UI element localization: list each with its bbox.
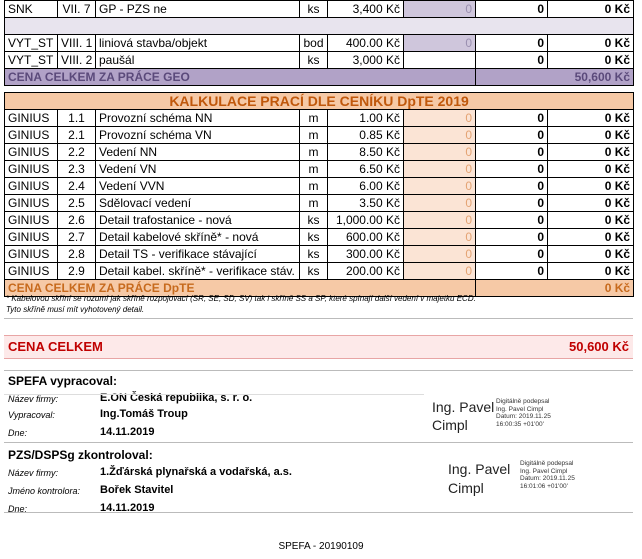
item-total: 0 Kč <box>548 110 634 127</box>
item-number: VII. 7 <box>58 1 96 18</box>
geo-sum-label: CENA CELKEM ZA PRÁCE GEO <box>5 69 476 86</box>
date-value: 14.11.2019 <box>100 426 155 438</box>
item-code: VYT_ST <box>5 52 58 69</box>
item-quantity[interactable]: 0 <box>404 110 476 127</box>
item-total: 0 Kč <box>548 1 634 18</box>
pzs-block <box>4 448 633 516</box>
item-total: 0 Kč <box>548 178 634 195</box>
item-total: 0 Kč <box>548 212 634 229</box>
item-description: GP - PZS ne <box>96 1 300 18</box>
table-row <box>5 229 634 246</box>
item-zero: 0 <box>476 127 548 144</box>
table-row <box>5 212 634 229</box>
item-quantity[interactable]: 0 <box>404 35 476 52</box>
item-unit: ks <box>300 52 328 69</box>
footnote-line-1: * Kabelovou skříní se rozumí jak skříně rozpojovací (SR, SE, SD, SV) tak i skříně SS a SP, které spínají další vedení v majetku ECD. <box>6 294 476 303</box>
separator-row <box>5 18 634 35</box>
dpte-table <box>4 92 634 297</box>
item-description: Vedení VVN <box>96 178 300 195</box>
item-code: GINIUS <box>5 110 58 127</box>
firm-label: Název firmy: <box>8 468 59 478</box>
item-code: GINIUS <box>5 229 58 246</box>
item-unit: bod <box>300 35 328 52</box>
item-total: 0 Kč <box>548 195 634 212</box>
item-number: 2.2 <box>58 144 96 161</box>
divider <box>4 394 424 395</box>
spefa-block <box>4 374 633 442</box>
geo-sum-row <box>5 69 634 86</box>
item-zero: 0 <box>476 110 548 127</box>
item-total: 0 Kč <box>548 144 634 161</box>
item-quantity[interactable]: 0 <box>404 263 476 280</box>
item-zero: 0 <box>476 52 548 69</box>
item-total: 0 Kč <box>548 246 634 263</box>
divider <box>4 442 633 443</box>
person-value: Ing.Tomáš Troup <box>100 408 188 420</box>
item-number: 2.5 <box>58 195 96 212</box>
item-quantity[interactable]: 0 <box>404 1 476 18</box>
grand-total-label: CENA CELKEM <box>8 339 103 354</box>
item-code: GINIUS <box>5 161 58 178</box>
item-total: 0 Kč <box>548 161 634 178</box>
item-zero: 0 <box>476 195 548 212</box>
item-zero: 0 <box>476 35 548 52</box>
item-total: 0 Kč <box>548 229 634 246</box>
item-description: Detail kabelové skříně* - nová <box>96 229 300 246</box>
table-row <box>5 144 634 161</box>
item-unit: ks <box>300 1 328 18</box>
item-price: 6.50 Kč <box>328 161 404 178</box>
geo-table <box>4 0 634 86</box>
item-quantity[interactable] <box>404 52 476 69</box>
signature-info: Digitálně podepsal Ing. Pavel Cimpl Datum: 2019.11.25 16:00:35 +01'00' <box>496 398 551 428</box>
item-unit: m <box>300 127 328 144</box>
item-quantity[interactable]: 0 <box>404 229 476 246</box>
item-number: 2.7 <box>58 229 96 246</box>
item-price: 3.50 Kč <box>328 195 404 212</box>
item-code: SNK <box>5 1 58 18</box>
signature-name-line-1: Ing. Pavel <box>432 399 495 415</box>
item-zero: 0 <box>476 212 548 229</box>
date-value: 14.11.2019 <box>100 502 155 514</box>
dpte-header: KALKULACE PRACÍ DLE CENÍKU DpTE 2019 <box>5 93 634 110</box>
item-code: VYT_ST <box>5 35 58 52</box>
item-price: 300.00 Kč <box>328 246 404 263</box>
item-number: 2.6 <box>58 212 96 229</box>
footnote-line-2: Tyto skříně musí mít vyhotovený detail. <box>6 305 145 314</box>
item-price: 200.00 Kč <box>328 263 404 280</box>
spefa-title: SPEFA vypracoval: <box>8 374 117 388</box>
item-unit: ks <box>300 229 328 246</box>
item-code: GINIUS <box>5 127 58 144</box>
item-zero: 0 <box>476 178 548 195</box>
table-row <box>5 246 634 263</box>
item-total: 0 Kč <box>548 35 634 52</box>
item-code: GINIUS <box>5 263 58 280</box>
item-price: 6.00 Kč <box>328 178 404 195</box>
item-number: 2.9 <box>58 263 96 280</box>
item-total: 0 Kč <box>548 52 634 69</box>
table-row <box>5 263 634 280</box>
item-number: VIII. 2 <box>58 52 96 69</box>
item-zero: 0 <box>476 246 548 263</box>
item-number: 1.1 <box>58 110 96 127</box>
item-quantity[interactable]: 0 <box>404 246 476 263</box>
dpte-sum-label: CENA CELKEM ZA PRÁCE DpTE <box>5 280 476 297</box>
grand-total-bar <box>4 335 633 359</box>
item-zero: 0 <box>476 263 548 280</box>
geo-sum-value: 50,600 Kč <box>476 69 634 86</box>
person-label: Vypracoval: <box>8 410 55 420</box>
item-zero: 0 <box>476 229 548 246</box>
item-price: 8.50 Kč <box>328 144 404 161</box>
item-price: 400.00 Kč <box>328 35 404 52</box>
firm-label: Název firmy: <box>8 394 59 404</box>
item-zero: 0 <box>476 1 548 18</box>
item-price: 1,000.00 Kč <box>328 212 404 229</box>
table-row <box>5 1 634 18</box>
signature-info: Digitálně podepsal Ing. Pavel Cimpl Datum: 2019.11.25 16:01:06 +01'00' <box>520 460 575 490</box>
item-description: Vedení VN <box>96 161 300 178</box>
item-quantity[interactable]: 0 <box>404 212 476 229</box>
item-unit: ks <box>300 212 328 229</box>
item-number: 2.4 <box>58 178 96 195</box>
item-unit: m <box>300 144 328 161</box>
item-code: GINIUS <box>5 144 58 161</box>
item-quantity[interactable]: 0 <box>404 144 476 161</box>
table-row <box>5 178 634 195</box>
item-price: 1.00 Kč <box>328 110 404 127</box>
item-zero: 0 <box>476 161 548 178</box>
dpte-header-row <box>5 93 634 110</box>
item-unit: m <box>300 195 328 212</box>
item-price: 3,000 Kč <box>328 52 404 69</box>
item-code: GINIUS <box>5 195 58 212</box>
signature-name-line-2: Cimpl <box>448 480 484 496</box>
item-quantity[interactable]: 0 <box>404 195 476 212</box>
item-number: VIII. 1 <box>58 35 96 52</box>
table-row <box>5 161 634 178</box>
item-description: Detail TS - verifikace stávající <box>96 246 300 263</box>
signature-name-line-2: Cimpl <box>432 417 468 433</box>
item-unit: ks <box>300 246 328 263</box>
item-unit: m <box>300 110 328 127</box>
item-number: 2.1 <box>58 127 96 144</box>
item-total: 0 Kč <box>548 263 634 280</box>
item-code: GINIUS <box>5 246 58 263</box>
table-row <box>5 110 634 127</box>
table-row <box>5 127 634 144</box>
firm-value: E.ON Česká republika, s. r. o. <box>100 392 253 404</box>
item-description: paušál <box>96 52 300 69</box>
date-label: Dne: <box>8 504 28 514</box>
item-price: 0.85 Kč <box>328 127 404 144</box>
item-quantity[interactable]: 0 <box>404 127 476 144</box>
item-code: GINIUS <box>5 212 58 229</box>
divider <box>4 512 633 513</box>
table-row <box>5 195 634 212</box>
table-row <box>5 35 634 52</box>
item-unit: m <box>300 161 328 178</box>
item-description: Sdělovací vedení <box>96 195 300 212</box>
item-number: 2.8 <box>58 246 96 263</box>
item-description: Detail trafostanice - nová <box>96 212 300 229</box>
item-price: 3,400 Kč <box>328 1 404 18</box>
table-row <box>5 52 634 69</box>
dpte-sum-value: 0 Kč <box>476 280 634 297</box>
item-number: 2.3 <box>58 161 96 178</box>
item-quantity[interactable]: 0 <box>404 178 476 195</box>
item-description: Provozní schéma NN <box>96 110 300 127</box>
person-value: Bořek Stavitel <box>100 484 174 496</box>
item-description: Provozní schéma VN <box>96 127 300 144</box>
item-zero: 0 <box>476 144 548 161</box>
divider <box>4 370 633 371</box>
item-quantity[interactable]: 0 <box>404 161 476 178</box>
signature-name-line-1: Ing. Pavel <box>448 461 511 477</box>
date-label: Dne: <box>8 428 28 438</box>
firm-value: 1.Žďárská plynařská a vodařská, a.s. <box>100 466 292 478</box>
page-footer: SPEFA - 20190109 <box>278 541 364 552</box>
item-unit: m <box>300 178 328 195</box>
pzs-title: PZS/DSPSg zkontroloval: <box>8 448 153 462</box>
divider <box>4 318 633 319</box>
item-code: GINIUS <box>5 178 58 195</box>
item-total: 0 Kč <box>548 127 634 144</box>
person-label: Jméno kontrolora: <box>8 486 81 496</box>
item-description: Vedení NN <box>96 144 300 161</box>
item-description: liniová stavba/objekt <box>96 35 300 52</box>
grand-total-value: 50,600 Kč <box>569 339 629 354</box>
item-description: Detail kabel. skříně* - verifikace stáv. <box>96 263 300 280</box>
item-unit: ks <box>300 263 328 280</box>
item-price: 600.00 Kč <box>328 229 404 246</box>
